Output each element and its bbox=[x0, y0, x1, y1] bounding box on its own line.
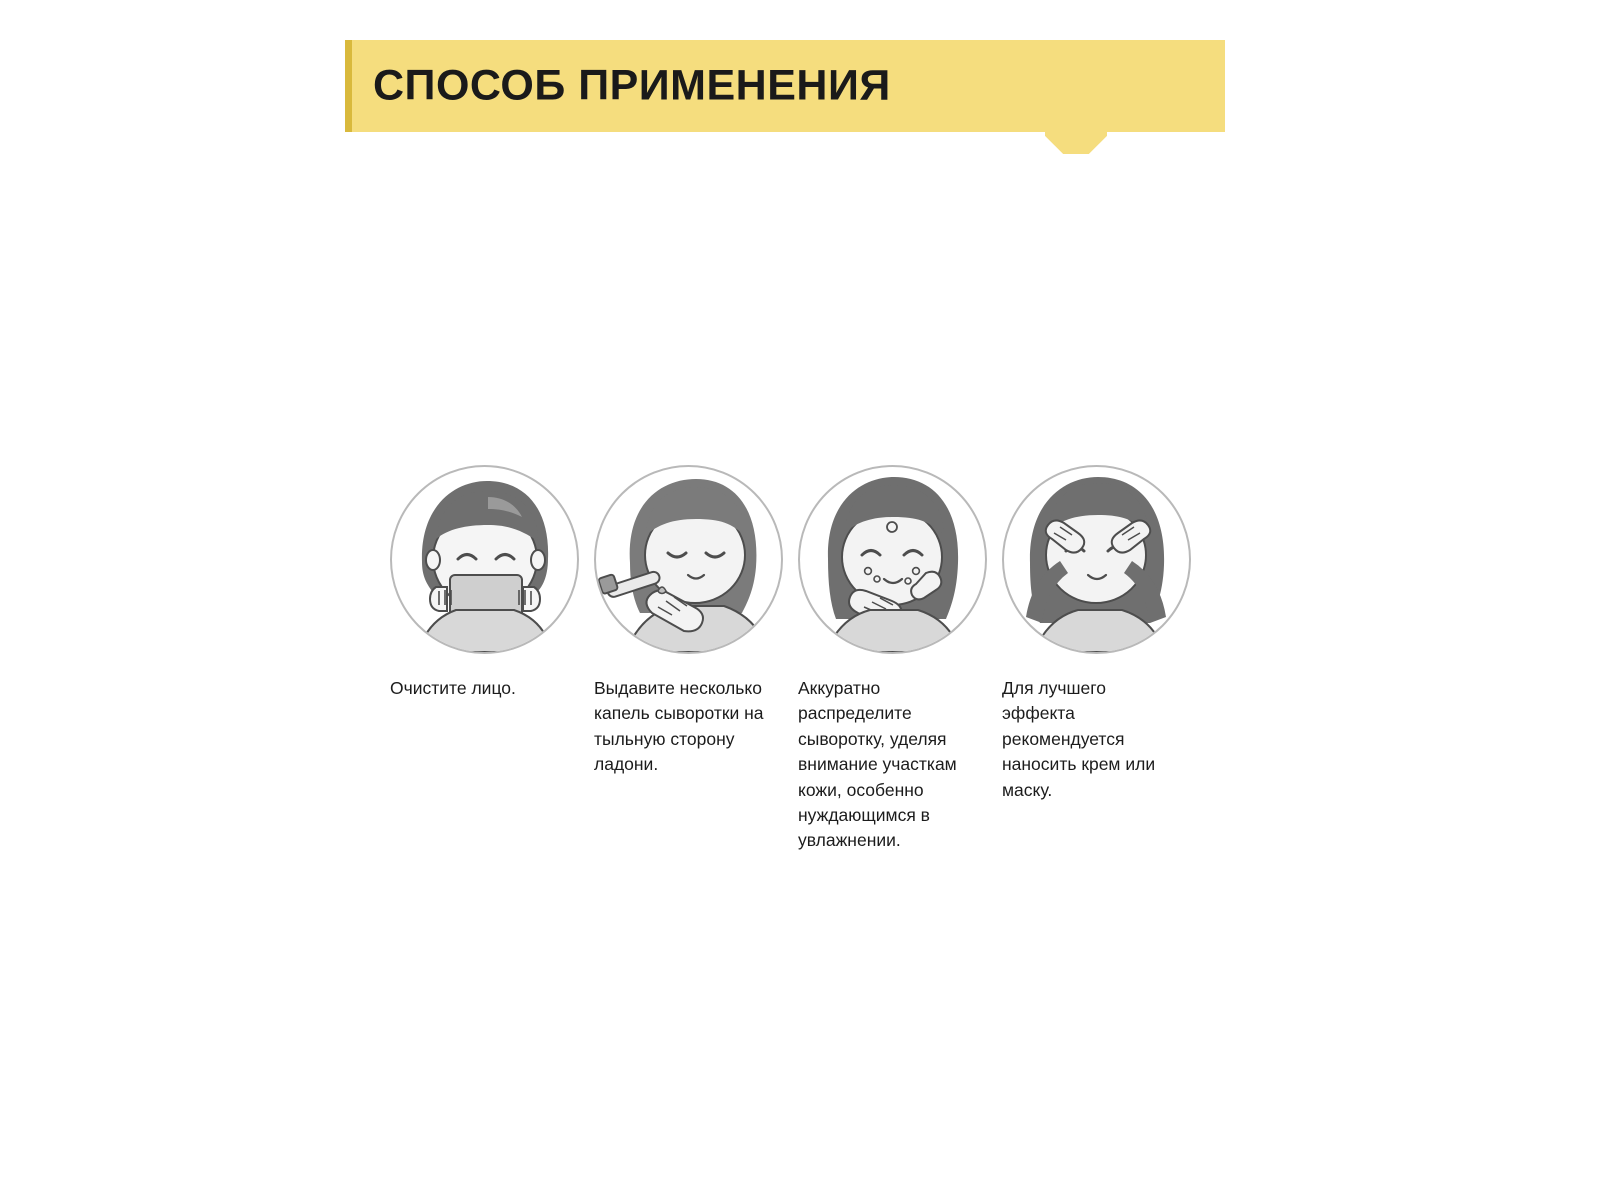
face-cleansing-icon bbox=[390, 465, 579, 654]
step-3-caption: Аккуратно распределите сыворотку, уделяя внимание участкам кожи, особенно нуждающимся в увлажнении. bbox=[798, 678, 957, 851]
apply-serum-to-face-icon bbox=[798, 465, 987, 654]
steps-row bbox=[390, 465, 1210, 854]
page-title: СПОСОБ ПРИМЕНЕНИЯ bbox=[373, 61, 891, 110]
step-4 bbox=[1002, 465, 1192, 803]
step-2 bbox=[594, 465, 784, 778]
cream-or-mask-icon bbox=[1002, 465, 1191, 654]
step-2-caption: Выдавите несколько капель сыворотки на тыльную сторону ладони. bbox=[594, 678, 764, 775]
step-4-caption: Для лучшего эффекта рекомендуется наносить крем или маску. bbox=[1002, 678, 1156, 800]
step-3 bbox=[798, 465, 988, 854]
header-banner bbox=[345, 40, 1225, 132]
step-1 bbox=[390, 465, 580, 701]
serum-drops-on-hand-icon bbox=[594, 465, 783, 654]
banner-notch bbox=[1045, 132, 1107, 154]
step-1-caption: Очистите лицо. bbox=[390, 678, 516, 698]
